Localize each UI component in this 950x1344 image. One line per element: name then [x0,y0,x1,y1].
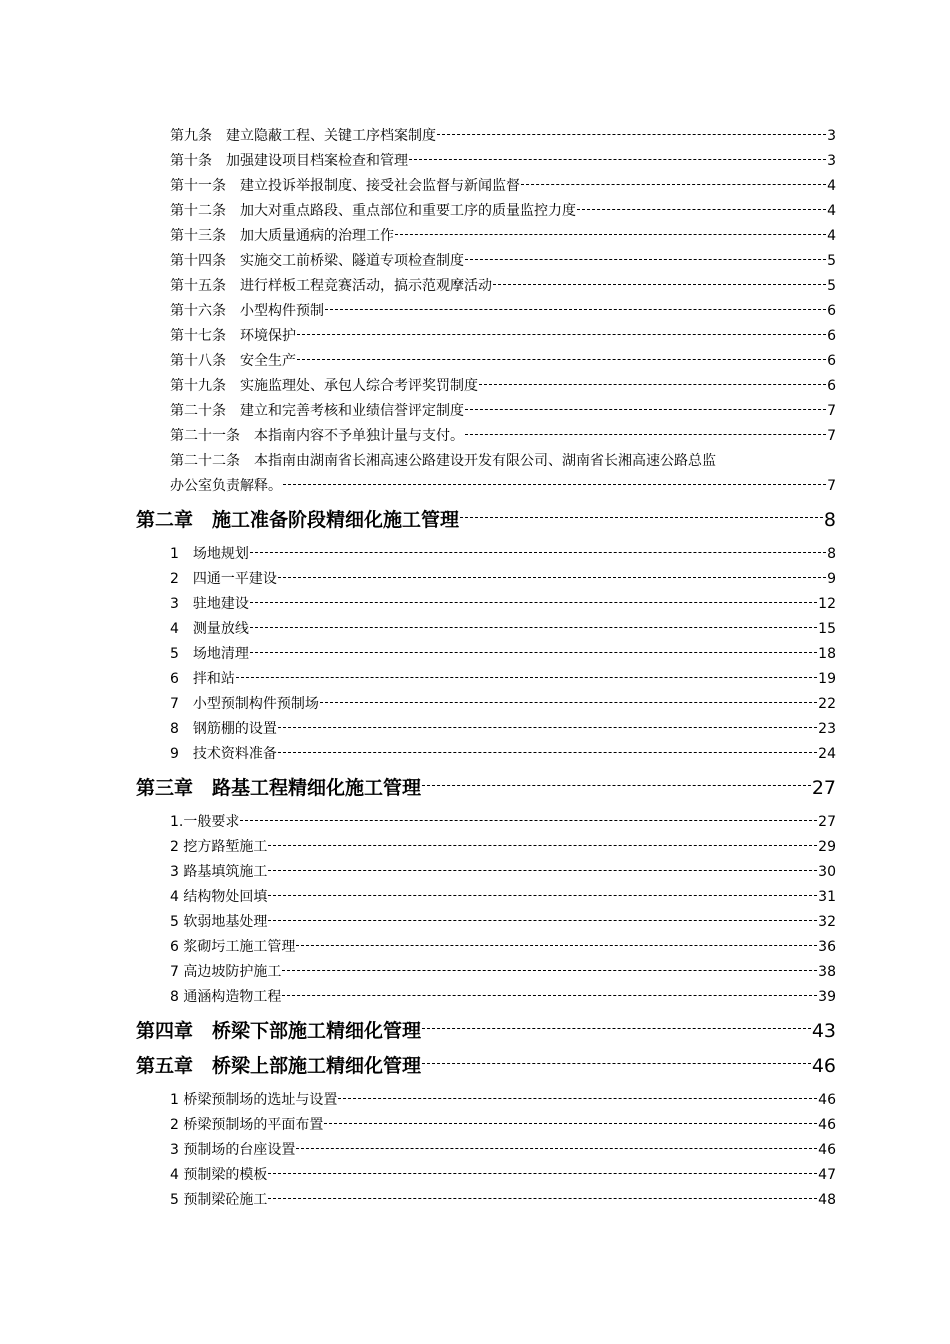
toc-leader-dashes [577,209,826,210]
toc-entry[interactable] [170,960,836,985]
toc-leader-dashes [409,159,826,160]
toc-entry[interactable] [170,985,836,1010]
toc-chapter-entry[interactable] [136,503,836,537]
toc-entry-label: 1 场地规划 [170,546,249,562]
toc-page-number: 27 [811,777,836,799]
toc-entry[interactable] [170,1163,836,1188]
toc-leader-dashes [278,577,826,578]
toc-entry-label: 6 浆砌圬工施工管理 [170,939,296,955]
toc-entry[interactable] [170,885,836,910]
toc-entry-label: 第十五条 进行样板工程竞赛活动，搞示范观摩活动 [170,278,492,294]
toc-leader-dashes [296,1148,817,1149]
toc-entry[interactable] [170,399,836,424]
toc-entry[interactable] [170,149,836,174]
toc-entry[interactable] [170,617,836,642]
toc-entry[interactable] [170,742,836,767]
toc-entry-label: 第十九条 实施监理处、承包人综合考评奖罚制度 [170,378,478,394]
toc-entry[interactable] [170,374,836,399]
toc-page-number: 12 [818,596,836,612]
toc-entry-label: 1.一般要求 [170,814,240,830]
toc-entry-label: 第五章 桥梁上部施工精细化管理 [136,1055,422,1077]
toc-entry[interactable] [170,474,836,499]
toc-entry-label: 4 测量放线 [170,621,249,637]
toc-page-number: 32 [818,914,836,930]
toc-page-number: 6 [827,328,836,344]
toc-page-number: 18 [818,646,836,662]
toc-leader-dashes [493,284,826,285]
toc-leader-dashes [320,702,817,703]
toc-leader-dashes [479,384,826,385]
toc-entry-label: 7 小型预制构件预制场 [170,696,319,712]
toc-entry-label: 3 驻地建设 [170,596,249,612]
toc-entry-label: 第十二条 加大对重点路段、重点部位和重要工序的质量监控力度 [170,203,576,219]
toc-entry[interactable] [170,835,836,860]
toc-entry[interactable] [170,249,836,274]
toc-page-number: 7 [827,403,836,419]
toc-page-number: 46 [818,1092,836,1108]
toc-entry[interactable] [170,542,836,567]
toc-leader-dashes [324,1123,817,1124]
toc-leader-dashes [278,752,817,753]
toc-entry-label: 8 通涵构造物工程 [170,989,282,1005]
toc-entry[interactable] [170,274,836,299]
toc-entry-label: 3 预制场的台座设置 [170,1142,296,1158]
toc-entry[interactable] [170,349,836,374]
toc-entry-label: 第二章 施工准备阶段精细化施工管理 [136,509,460,531]
toc-page-number: 24 [818,746,836,762]
toc-leader-dashes [465,409,826,410]
toc-leader-dashes [236,677,817,678]
toc-page-number: 8 [823,509,836,531]
toc-leader-dashes [437,134,826,135]
toc-page-number: 23 [818,721,836,737]
toc-leader-dashes [282,995,817,996]
toc-entry[interactable] [170,224,836,249]
toc-leader-dashes [465,434,826,435]
toc-entry[interactable] [170,567,836,592]
toc-entry[interactable] [170,692,836,717]
toc-entry[interactable] [170,174,836,199]
toc-leader-dashes [268,895,817,896]
toc-leader-dashes [282,970,817,971]
toc-page-number: 46 [818,1142,836,1158]
toc-leader-dashes [250,552,826,553]
toc-entry-label: 2 桥梁预制场的平面布置 [170,1117,324,1133]
toc-entry-label: 第十三条 加大质量通病的治理工作 [170,228,394,244]
toc-page-number: 6 [827,378,836,394]
toc-page-number: 5 [827,278,836,294]
toc-entry-label: 5 软弱地基处理 [170,914,268,930]
toc-entry[interactable] [170,810,836,835]
toc-leader-dashes [297,334,826,335]
toc-leader-dashes [268,1198,817,1199]
toc-entry[interactable] [170,642,836,667]
toc-entry-label: 4 结构物处回填 [170,889,268,905]
toc-page-number: 30 [818,864,836,880]
toc-chapter-entry[interactable] [136,771,836,805]
toc-page-number: 6 [827,303,836,319]
toc-entry-label: 第十四条 实施交工前桥梁、隧道专项检查制度 [170,253,464,269]
toc-entry[interactable] [170,592,836,617]
toc-entry-label: 5 预制梁砼施工 [170,1192,268,1208]
toc-entry-label: 第十七条 环境保护 [170,328,296,344]
toc-entry[interactable] [170,124,836,149]
toc-leader-dashes [521,184,826,185]
toc-leader-dashes [268,1173,817,1174]
toc-page-number: 29 [818,839,836,855]
toc-leader-dashes [268,870,817,871]
toc-page-number: 4 [827,228,836,244]
toc-leader-dashes [325,309,826,310]
toc-leader-dashes [240,820,817,821]
toc-leader-dashes [278,727,817,728]
toc-entry[interactable] [170,935,836,960]
toc-leader-dashes [422,1063,811,1064]
toc-entry-label: 办公室负责解释。 [170,478,282,494]
toc-entry-label: 2 挖方路堑施工 [170,839,268,855]
toc-page-number: 36 [818,939,836,955]
toc-chapter-entry[interactable] [136,1014,836,1048]
toc-page-number: 27 [818,814,836,830]
toc-page-number: 46 [818,1117,836,1133]
toc-leader-dashes [268,845,817,846]
toc-page-number: 15 [818,621,836,637]
toc-entry-label: 9 技术资料准备 [170,746,277,762]
toc-leader-dashes [422,785,811,786]
toc-entry[interactable] [170,299,836,324]
toc-page-number: 22 [818,696,836,712]
toc-entry-label: 3 路基填筑施工 [170,864,268,880]
toc-leader-dashes [338,1098,817,1099]
toc-entry-label: 1 桥梁预制场的选址与设置 [170,1092,338,1108]
toc-entry[interactable] [170,1188,836,1213]
toc-entry-text: 第二十二条 本指南由湖南省长湘高速公路建设开发有限公司、湖南省长湘高速公路总监 [170,453,716,469]
toc-entry-label: 第三章 路基工程精细化施工管理 [136,777,422,799]
toc-leader-dashes [395,234,826,235]
toc-entry-label: 第十条 加强建设项目档案检查和管理 [170,153,408,169]
toc-leader-dashes [422,1028,811,1029]
toc-leader-dashes [297,359,826,360]
toc-page-number: 43 [811,1020,836,1042]
toc-entry-label: 6 拌和站 [170,671,235,687]
toc-entry-label: 第四章 桥梁下部施工精细化管理 [136,1020,422,1042]
toc-entry-label: 8 钢筋棚的设置 [170,721,277,737]
toc-leader-dashes [283,484,826,485]
toc-entry[interactable] [170,424,836,449]
toc-entry[interactable] [170,324,836,349]
toc-leader-dashes [296,945,817,946]
toc-entry[interactable] [170,1113,836,1138]
toc-page-number: 19 [818,671,836,687]
toc-entry[interactable] [170,667,836,692]
toc-leader-dashes [460,517,823,518]
toc-leader-dashes [250,602,817,603]
toc-page-number: 38 [818,964,836,980]
toc-page-number: 9 [827,571,836,587]
toc-entry[interactable] [170,1138,836,1163]
toc-entry-label: 2 四通一平建设 [170,571,277,587]
toc-page-number: 3 [827,128,836,144]
toc-entry[interactable] [170,860,836,885]
toc-entry-label: 第二十条 建立和完善考核和业绩信誉评定制度 [170,403,464,419]
toc-entry[interactable] [170,1088,836,1113]
toc-entry-label: 7 高边坡防护施工 [170,964,282,980]
toc-entry-label: 5 场地清理 [170,646,249,662]
toc-leader-dashes [250,627,817,628]
toc-entry-label: 第九条 建立隐蔽工程、关键工序档案制度 [170,128,436,144]
toc-page-number: 5 [827,253,836,269]
toc-entry[interactable] [170,199,836,224]
toc-leader-dashes [250,652,817,653]
toc-page-number: 4 [827,178,836,194]
toc-chapter-entry[interactable] [136,1049,836,1083]
toc-page-number: 4 [827,203,836,219]
toc-entry-label: 4 预制梁的模板 [170,1167,268,1183]
toc-entry-label: 第十六条 小型构件预制 [170,303,324,319]
toc-entry-label: 第十八条 安全生产 [170,353,296,369]
toc-page-number: 47 [818,1167,836,1183]
toc-page-number: 46 [811,1055,836,1077]
toc-entry-label: 第二十一条 本指南内容不予单独计量与支付。 [170,428,464,444]
toc-entry-label: 第十一条 建立投诉举报制度、接受社会监督与新闻监督 [170,178,520,194]
toc-page-number: 7 [827,428,836,444]
toc-page-number: 7 [827,478,836,494]
toc-page-number: 39 [818,989,836,1005]
toc-page-number: 3 [827,153,836,169]
toc-page-number: 31 [818,889,836,905]
toc-page-number: 6 [827,353,836,369]
toc-entry[interactable] [170,717,836,742]
toc-page-number: 8 [827,546,836,562]
toc-leader-dashes [268,920,817,921]
toc-page-number: 48 [818,1192,836,1208]
toc-leader-dashes [465,259,826,260]
toc-entry[interactable] [170,910,836,935]
